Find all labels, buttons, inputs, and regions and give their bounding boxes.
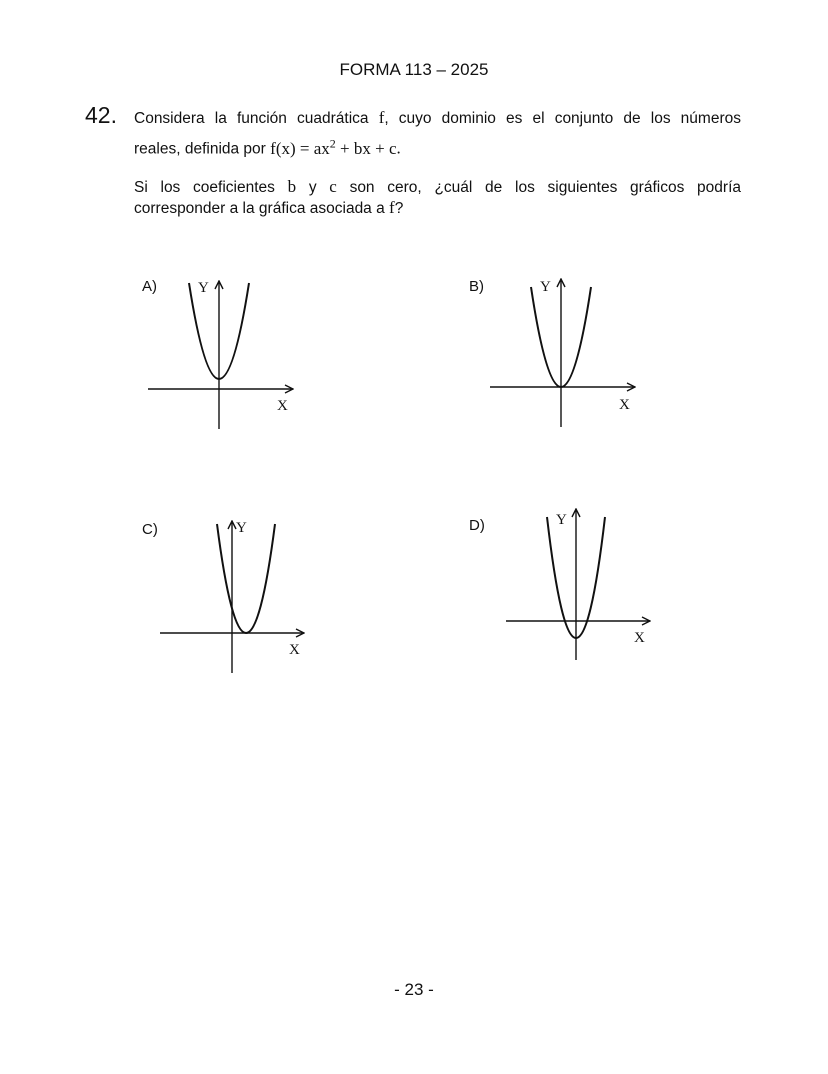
stem-text: reales, definida por: [134, 140, 266, 158]
x-axis-label: X: [619, 397, 630, 413]
math-b: b: [287, 177, 297, 196]
graph-option-a[interactable]: [148, 281, 293, 429]
option-a-label[interactable]: A): [142, 278, 157, 295]
period: .: [396, 138, 401, 158]
y-axis-label: Y: [540, 279, 551, 295]
x-axis-label: X: [634, 630, 645, 646]
question-mark: ?: [394, 200, 404, 217]
formula-rhs: + bx + c: [335, 138, 397, 158]
prompt-text: corresponder a la gráfica asociada a: [134, 200, 385, 217]
prompt-text: Si los coeficientes: [134, 179, 275, 196]
exam-form-header: FORMA 113 – 2025: [339, 60, 489, 79]
option-d-label[interactable]: D): [469, 517, 485, 534]
question-number: 42.: [85, 102, 117, 128]
graph-option-d[interactable]: [506, 509, 650, 660]
prompt-text: son cero, ¿cuál de los siguientes gráficos podría: [349, 179, 741, 196]
y-axis-label: Y: [198, 280, 209, 296]
graph-option-b[interactable]: [490, 279, 635, 427]
prompt-text: y: [308, 179, 317, 196]
math-f: f: [389, 198, 395, 217]
graph-option-c[interactable]: [160, 521, 304, 673]
option-c-label[interactable]: C): [142, 521, 158, 538]
stem-text: Considera la función cuadrática: [134, 110, 369, 127]
page-number: - 23 -: [394, 980, 434, 999]
math-f: f: [378, 108, 385, 127]
y-axis-label: Y: [556, 512, 567, 528]
y-axis-label: Y: [236, 520, 247, 536]
x-axis-label: X: [289, 642, 300, 658]
formula-lhs: f(x) = ax: [270, 138, 330, 158]
formula-exponent: 2: [329, 136, 336, 150]
stem-text: , cuyo dominio es el conjunto de los números: [384, 110, 741, 127]
option-b-label[interactable]: B): [469, 278, 484, 295]
math-c: c: [329, 177, 337, 196]
x-axis-label: X: [277, 398, 288, 414]
parabola-curve: [217, 524, 275, 633]
